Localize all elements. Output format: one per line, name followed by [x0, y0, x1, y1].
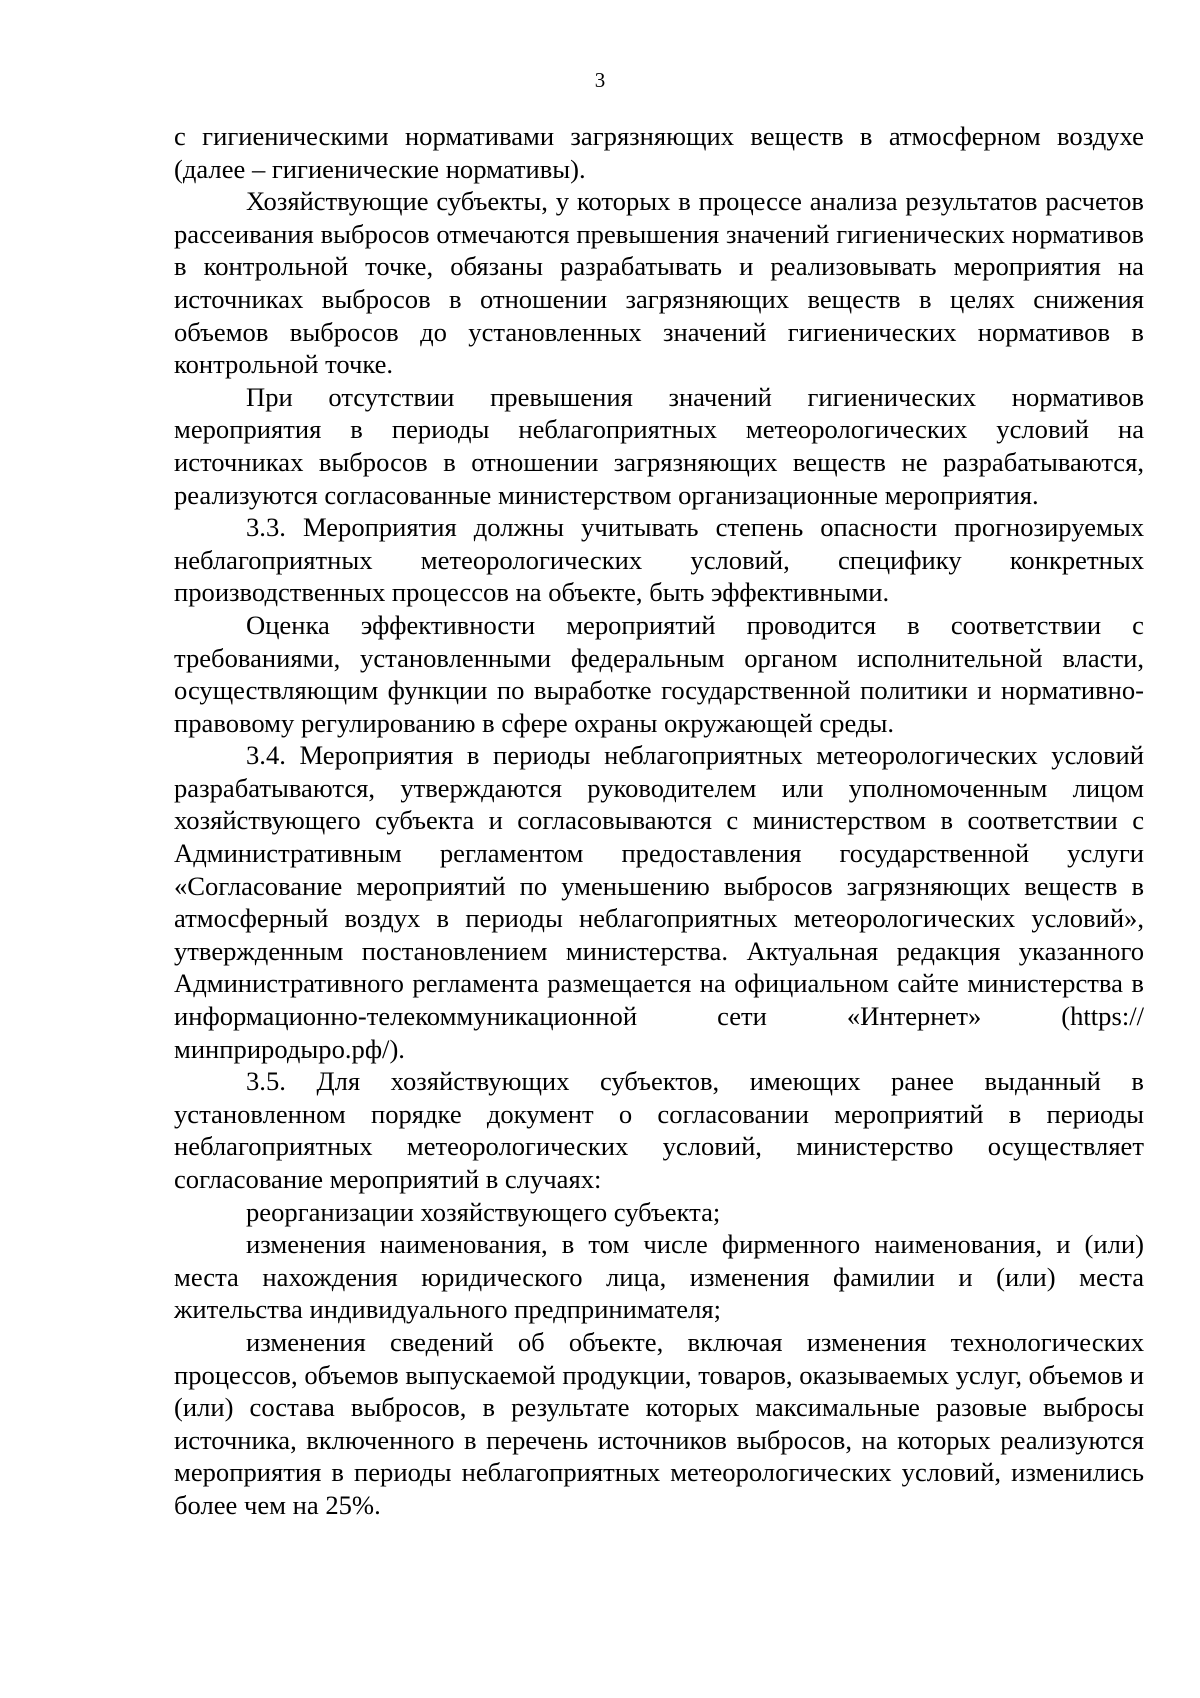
list-item-reorganization: реорганизации хозяйствующего субъекта;: [246, 1196, 721, 1227]
paragraph-3-4: 3.4. Мероприятия в периоды неблагоприятных метеорологических условий разрабатываются, утверждаются руководителем или уполномоченным лицом хозяйствующего субъекта и согласовываются с министерством в соответствии с Административным регламентом предоставления государственной услуги «Согласование мероприятий по уменьшению выбросов загрязняющих веществ в атмосферный воздух в периоды неблагоприятных метеорологических условий», утвержденным постановлением министерства. Актуальная редакция указанного Административного регламента размещается на официальном сайте министерства в информационно-телекоммуникационной сети «Интернет» (https://минприродыро.рф/).: [174, 740, 1144, 1064]
page-number: 3: [594, 68, 606, 92]
paragraph-continuation: с гигиеническими нормативами загрязняющих веществ в атмосферном воздухе (далее – гигиенические нормативы).: [174, 121, 1144, 184]
paragraph-economic-entities-obligation: Хозяйствующие субъекты, у которых в процессе анализа результатов расчетов рассеивания выбросов отмечаются превышения значений гигиенических нормативов в контрольной точке, обязаны разрабатывать и реализовывать мероприятия на источниках выбросов в отношении загрязняющих веществ в целях снижения объемов выбросов до установленных значений гигиенических нормативов в контрольной точке.: [174, 186, 1144, 380]
paragraph-no-exceedance: При отсутствии превышения значений гигиенических нормативов мероприятия в периоды неблагоприятных метеорологических условий на источниках выбросов в отношении загрязняющих веществ не разрабатываются, реализуются согласованные министерством организационные мероприятия.: [174, 381, 1144, 510]
paragraph-effectiveness-assessment: Оценка эффективности мероприятий проводится в соответствии с требованиями, установленными федеральным органом исполнительной власти, осуществляющим функции по выработке государственной политики и нормативно-правовому регулированию в сфере охраны окружающей среды.: [174, 609, 1144, 738]
paragraph-3-3: 3.3. Мероприятия должны учитывать степень опасности прогнозируемых неблагоприятных метеорологических условий, специфику конкретных производственных процессов на объекте, быть эффективными.: [174, 512, 1144, 608]
list-item-name-change: изменения наименования, в том числе фирменного наименования, и (или) места нахождения юридического лица, изменения фамилии и (или) места жительства индивидуального предпринимателя;: [174, 1229, 1144, 1325]
document-body: [174, 120, 1144, 1522]
paragraph-3-5: 3.5. Для хозяйствующих субъектов, имеющих ранее выданный в установленном порядке документ о согласовании мероприятий в периоды неблагоприятных метеорологических условий, министерство осуществляет согласование мероприятий в случаях:: [174, 1066, 1144, 1194]
list-item-object-info-change: изменения сведений об объекте, включая изменения технологических процессов, объемов выпускаемой продукции, товаров, оказываемых услуг, объемов и (или) состава выбросов, в результате которых максимальные разовые выбросы источника, включенного в перечень источников выбросов, на которых реализуются мероприятия в периоды неблагоприятных метеорологических условий, изменились более чем на 25%.: [174, 1326, 1144, 1520]
